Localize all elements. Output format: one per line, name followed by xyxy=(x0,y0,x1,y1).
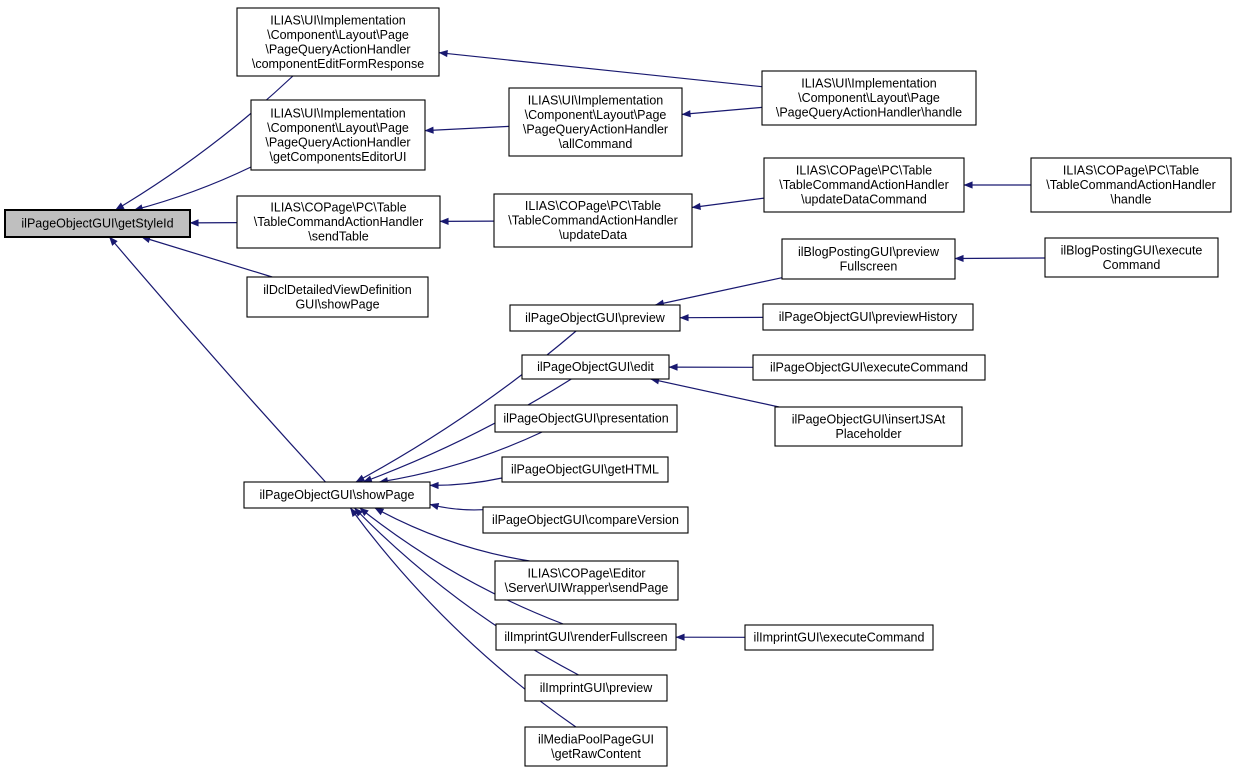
node-label-imprintExecuteCommand xyxy=(754,631,925,645)
node-label-line: ILIAS\UI\Implementation xyxy=(801,76,937,91)
node-label-line: \TableCommandActionHandler xyxy=(779,178,949,192)
node-label-line: ilPageObjectGUI\edit xyxy=(537,360,654,374)
node-label-line: ilBlogPostingGUI\execute xyxy=(1060,243,1203,258)
node-label-line: ilImprintGUI\renderFullscreen xyxy=(504,630,668,644)
edge-blogPreviewFullscreen-to-preview xyxy=(655,278,782,305)
node-sendTable[interactable] xyxy=(237,196,440,248)
edge-getHTML-to-showPage xyxy=(430,478,502,485)
node-label-imprintPreview xyxy=(540,681,653,695)
node-label-getRawContent xyxy=(538,732,654,761)
node-label-line: ilPageObjectGUI\executeCommand xyxy=(769,360,969,375)
node-label-updateDataCommand xyxy=(779,164,949,207)
node-label-line: ilPageObjectGUI\getStyleId xyxy=(21,216,174,231)
node-label-line: ilPageObjectGUI\getHTML xyxy=(511,462,659,477)
node-label-line: \PageQueryActionHandler xyxy=(265,135,411,150)
node-label-line: ilPageObjectGUI\previewHistory xyxy=(778,310,958,324)
node-label-line: ilPageObjectGUI\showPage xyxy=(259,488,415,502)
node-getRawContent[interactable] xyxy=(525,727,667,766)
node-label-line: \updateData xyxy=(558,228,628,242)
nodes-layer xyxy=(5,8,1231,766)
node-edit[interactable] xyxy=(522,355,669,379)
node-label-line: \updateDataCommand xyxy=(801,192,927,207)
node-label-edit xyxy=(537,360,654,374)
node-label-line: ilImprintGUI\preview xyxy=(539,681,653,695)
node-label-renderFullscreen xyxy=(504,630,667,644)
node-label-line: \allCommand xyxy=(558,136,633,151)
node-dclShowPage[interactable] xyxy=(247,277,428,317)
node-label-line: ilImprintGUI\executeCommand xyxy=(753,630,925,645)
node-label-line: ILIAS\COPage\Editor xyxy=(527,566,646,581)
node-label-line: ilBlogPostingGUI\preview xyxy=(797,244,940,259)
node-label-line: \Component\Layout\Page xyxy=(798,91,940,105)
node-label-line: GUI\showPage xyxy=(295,297,380,312)
node-pageExecuteCommand[interactable] xyxy=(753,355,985,380)
node-label-line: ilMediaPoolPageGUI xyxy=(537,732,655,747)
node-label-previewHistory xyxy=(779,310,958,324)
node-label-line: Placeholder xyxy=(835,426,902,441)
node-insertJSAtPlaceholder[interactable] xyxy=(775,407,962,446)
edge-allCommand-to-getComponentsEditorUI xyxy=(425,126,509,130)
node-pqahHandle[interactable] xyxy=(762,71,976,125)
node-updateDataCommand[interactable] xyxy=(764,158,964,212)
node-label-line: \TableCommandActionHandler xyxy=(508,213,678,228)
node-updateData[interactable] xyxy=(494,194,692,247)
node-componentEditFormResponse[interactable] xyxy=(237,8,439,76)
node-label-pqahHandle xyxy=(776,77,962,120)
node-label-line: ILIAS\COPage\PC\Table xyxy=(795,163,933,178)
node-label-line: ilDclDetailedViewDefinition xyxy=(263,282,412,297)
node-blogExecuteCommand[interactable] xyxy=(1045,238,1218,277)
edge-showPage-to-getStyleId xyxy=(109,237,325,482)
node-label-compareVersion xyxy=(492,513,679,527)
node-allCommand[interactable] xyxy=(509,88,682,156)
edge-getComponentsEditorUI-to-getStyleId xyxy=(134,167,251,210)
node-uiWrapperSendPage[interactable] xyxy=(495,561,678,600)
node-label-componentEditFormResponse xyxy=(252,13,424,71)
edge-pqahHandle-to-componentEditFormResponse xyxy=(439,53,762,87)
node-getStyleId[interactable] xyxy=(5,210,190,237)
node-label-line: \componentEditFormResponse xyxy=(251,56,425,71)
node-label-line: \PageQueryActionHandler\handle xyxy=(775,105,963,120)
node-previewHistory[interactable] xyxy=(763,304,973,330)
node-tcahHandle[interactable] xyxy=(1031,158,1231,212)
node-imprintPreview[interactable] xyxy=(525,675,667,701)
node-label-showPage xyxy=(260,488,415,502)
edge-insertJSAtPlaceholder-to-edit xyxy=(651,379,779,407)
node-label-line: \getRawContent xyxy=(551,746,641,761)
node-imprintExecuteCommand[interactable] xyxy=(745,625,933,650)
node-label-line: Fullscreen xyxy=(839,259,898,274)
node-label-line: \Component\Layout\Page xyxy=(267,27,409,42)
node-label-getStyleId xyxy=(21,217,173,231)
node-label-line: \PageQueryActionHandler xyxy=(265,42,411,57)
node-label-line: \handle xyxy=(1110,192,1152,207)
node-label-line: Command xyxy=(1102,257,1161,272)
edge-blogExecuteCommand-to-blogPreviewFullscreen xyxy=(955,258,1045,259)
node-label-line: \sendTable xyxy=(308,229,369,244)
node-label-line: ILIAS\COPage\PC\Table xyxy=(524,199,662,213)
node-compareVersion[interactable] xyxy=(483,507,688,533)
node-getHTML[interactable] xyxy=(502,457,668,482)
node-label-line: ilPageObjectGUI\insertJSAt xyxy=(791,412,946,427)
node-label-line: \PageQueryActionHandler xyxy=(522,122,669,137)
node-label-line: ILIAS\COPage\PC\Table xyxy=(270,200,407,215)
node-label-line: \Server\UIWrapper\sendPage xyxy=(504,580,669,595)
node-label-line: ilPageObjectGUI\preview xyxy=(525,311,665,325)
node-label-line: \TableCommandActionHandler xyxy=(1046,178,1216,192)
node-label-pageExecuteCommand xyxy=(770,361,968,375)
node-label-uiWrapperSendPage xyxy=(505,566,669,595)
node-label-line: ilPageObjectGUI\compareVersion xyxy=(492,513,679,527)
node-label-line: ILIAS\UI\Implementation xyxy=(527,93,664,108)
node-label-line: ILIAS\COPage\PC\Table xyxy=(1062,163,1200,178)
node-label-line: \Component\Layout\Page xyxy=(267,120,409,135)
node-getComponentsEditorUI[interactable] xyxy=(251,100,425,170)
edge-updateDataCommand-to-updateData xyxy=(692,198,764,207)
node-label-preview xyxy=(525,311,666,325)
node-label-presentation xyxy=(503,412,668,426)
node-label-line: ILIAS\UI\Implementation xyxy=(270,106,406,121)
node-label-line: \Component\Layout\Page xyxy=(524,107,667,122)
edge-compareVersion-to-showPage xyxy=(430,504,483,510)
node-label-getHTML xyxy=(511,463,659,477)
node-label-line: \TableCommandActionHandler xyxy=(253,215,424,229)
node-label-line: ilPageObjectGUI\presentation xyxy=(503,411,669,426)
node-label-getComponentsEditorUI xyxy=(265,106,410,164)
node-label-line: \getComponentsEditorUI xyxy=(269,149,407,164)
node-showPage[interactable] xyxy=(244,482,430,508)
node-label-line: ILIAS\UI\Implementation xyxy=(270,13,406,28)
node-preview[interactable] xyxy=(510,305,680,331)
edge-pqahHandle-to-allCommand xyxy=(682,107,762,114)
node-renderFullscreen[interactable] xyxy=(496,624,676,650)
node-presentation[interactable] xyxy=(495,405,677,432)
node-blogPreviewFullscreen[interactable] xyxy=(782,239,955,279)
